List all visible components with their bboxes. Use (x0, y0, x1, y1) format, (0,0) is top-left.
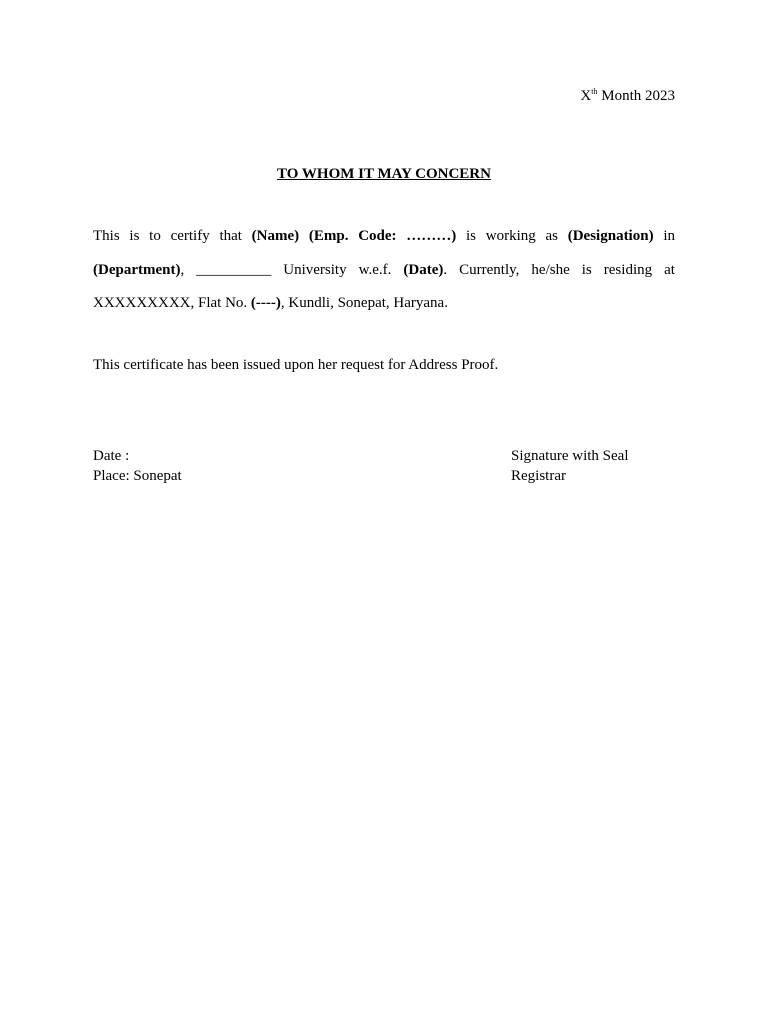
word: working (485, 228, 536, 244)
place-label: Place: Sonepat (93, 467, 182, 484)
word: is (466, 228, 477, 244)
department-placeholder: (Department) (93, 261, 181, 278)
date-field-label: Date : (93, 448, 130, 464)
footer-left (93, 447, 182, 486)
word: residing (603, 261, 653, 278)
name-placeholder: (Name) (251, 228, 300, 244)
paragraph-line-2 (93, 254, 675, 288)
word: University (283, 261, 347, 278)
registrar-label: Registrar (511, 467, 566, 484)
word: in (663, 228, 675, 244)
date-group (403, 254, 447, 288)
date-placeholder: (Date) (403, 261, 444, 278)
letter-date (580, 86, 675, 106)
emp-code-placeholder: ………) (406, 228, 457, 244)
department-group (93, 254, 184, 288)
word: certify (170, 228, 210, 244)
word: is (581, 261, 592, 278)
purpose-paragraph: This certificate has been issued upon her request for Address Proof. (93, 357, 499, 373)
letter-heading: TO WHOM IT MAY CONCERN (277, 166, 491, 182)
date-x: X (580, 88, 592, 104)
flat-placeholder: (----) (250, 295, 281, 311)
blank-line: __________ (196, 261, 272, 278)
code-label: Code: (358, 228, 397, 244)
paragraph-line-3 (93, 287, 675, 321)
word: that (219, 228, 242, 244)
word: Currently, (459, 261, 520, 278)
address-prefix: XXXXXXXXX, Flat No. (93, 295, 251, 311)
date-rest: Month 2023 (597, 88, 675, 104)
comma: , (180, 261, 185, 278)
certificate-paragraph (93, 220, 675, 321)
footer-right (511, 447, 628, 486)
designation-placeholder: (Designation) (567, 228, 654, 244)
address-suffix: , Kundli, Sonepat, Haryana. (280, 295, 448, 311)
period: . (443, 261, 448, 278)
word: This (93, 228, 120, 244)
word: as (545, 228, 558, 244)
word: he/she (531, 261, 570, 278)
word: at (664, 261, 675, 278)
word: to (149, 228, 161, 244)
word: w.e.f. (358, 261, 392, 278)
date-suffix: th (591, 87, 598, 96)
emp-label: (Emp. (308, 228, 349, 244)
word: is (129, 228, 140, 244)
signature-label: Signature with Seal (511, 448, 629, 464)
paragraph-line-1 (93, 220, 675, 254)
